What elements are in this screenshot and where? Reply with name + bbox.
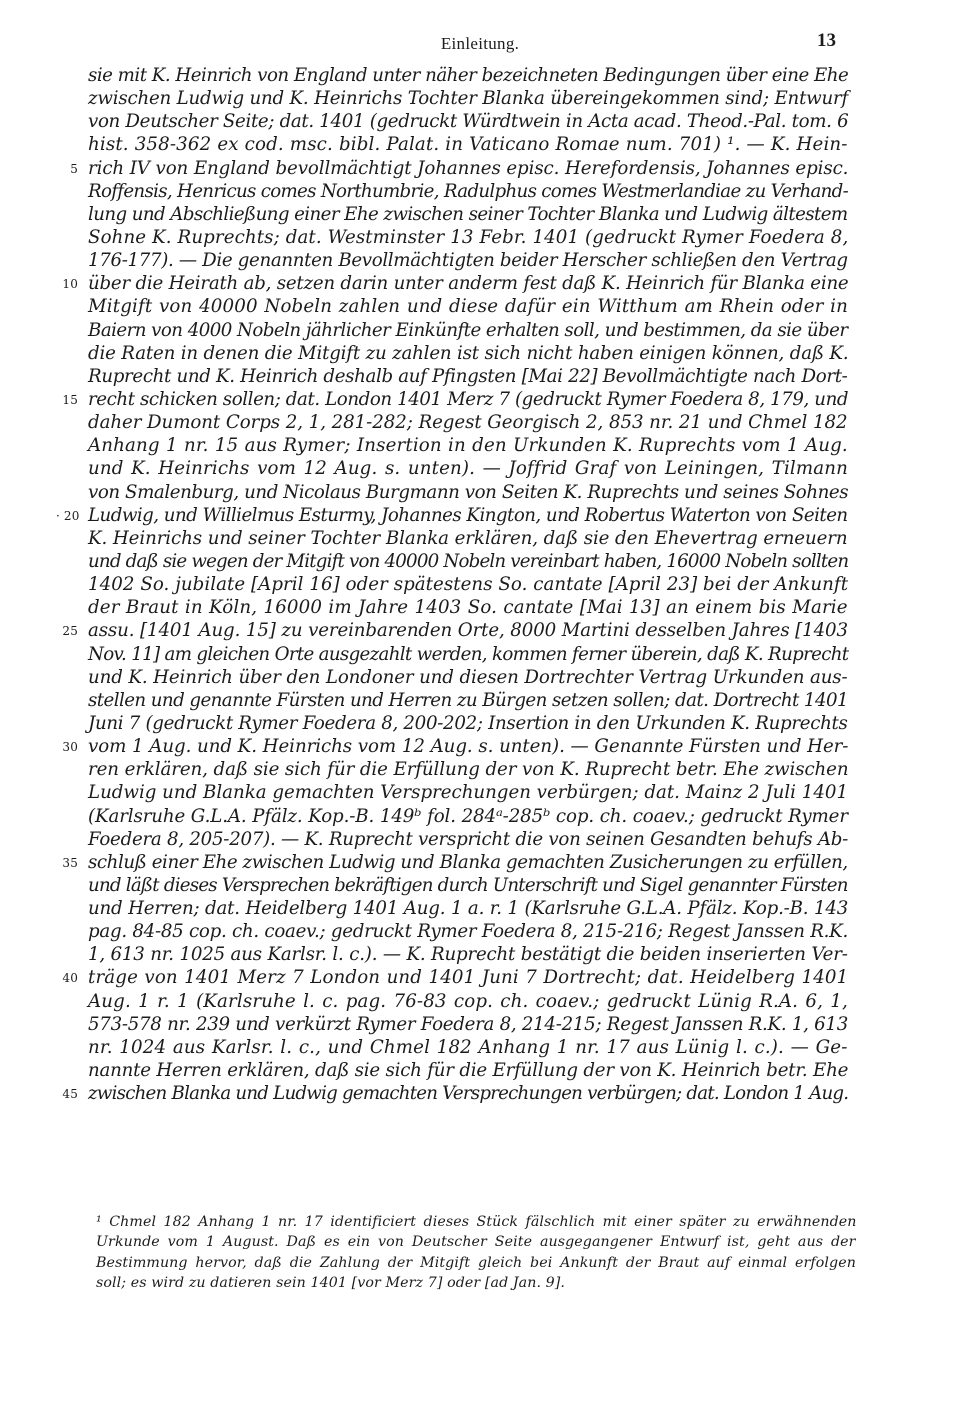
text-line: [88, 133, 848, 156]
line-text: von Deutscher Seite; dat. 1401 (gedruckt Würdtwein in Acta acad. Theod.-Pal. tom. 6: [88, 111, 849, 133]
line-text: träge von 1401 Merz 7 London und 1401 Juni 7 Dortrecht; dat. Heidelberg 1401: [88, 967, 849, 989]
line-text: sie mit K. Heinrich von England unter näher bezeichneten Bedingungen über eine Ehe: [88, 65, 849, 86]
line-number: 25: [62, 624, 78, 639]
line-text: 573-578 nr. 239 und verkürzt Rymer Foedera 8, 214-215; Regest Janssen R.K. 1, 613: [88, 1013, 849, 1035]
text-line: [88, 897, 848, 920]
line-text: Sohne K. Ruprechts; dat. Westminster 13 Febr. 1401 (gedruckt Rymer Foedera 8,: [88, 226, 849, 248]
line-text: die Raten in denen die Mitgift zu zahlen ist sich nicht haben einigen können, daß K.: [88, 342, 849, 364]
footnote-line: Urkunde vom 1 August. Daß es ein von Deutscher Seite ausgegangener Entwurf ist, geht aus der: [96, 1234, 856, 1251]
text-line: [88, 180, 848, 203]
text-line: [88, 319, 848, 342]
header-title: Einleitung.: [440, 34, 520, 53]
line-text: Ludwig und Blanka gemachten Versprechungen verbürgen; dat. Mainz 2 Juli 1401: [88, 782, 849, 804]
line-text: K. Heinrichs und seiner Tochter Blanka erklären, daß sie den Ehevertrag erneuern: [88, 527, 848, 549]
footnote-line: Bestimmung hervor, daß die Zahlung der Mitgift gleich bei Ankunft der Braut auf einmal erfolgen: [96, 1254, 856, 1271]
line-text: Ruprecht und K. Heinrich deshalb auf Pfingsten [Mai 22] Bevollmächtigte nach Dort-: [88, 365, 848, 387]
text-line: [62, 966, 849, 989]
line-text: nr. 1024 aus Karlsr. l. c., und Chmel 182 Anhang 1 nr. 17 aus Lünig l. c.). — Ge-: [88, 1036, 848, 1058]
page-number: 13: [817, 30, 836, 51]
text-line: [88, 596, 848, 619]
line-number: 35: [62, 855, 78, 870]
text-line: [88, 481, 848, 504]
line-number: 15: [62, 392, 78, 407]
text-line: [88, 87, 848, 110]
text-line: [62, 272, 849, 295]
line-number: · 20: [56, 508, 80, 523]
text-line: [88, 874, 848, 897]
line-text: ren erklären, daß sie sich für die Erfüllung der von K. Ruprecht betr. Ehe zwischen: [88, 759, 849, 781]
line-text: der Braut in Köln, 16000 im Jahre 1403 So. cantate [Mai 13] an einem bis Marie: [88, 597, 848, 619]
line-text: zwischen Blanka und Ludwig gemachten Versprechungen verbürgen; dat. London 1 Aug.: [88, 1083, 849, 1105]
text-line: [88, 457, 848, 480]
line-text: über die Heirath ab, setzen darin unter anderm fest daß K. Heinrich für Blanka eine: [88, 273, 849, 295]
line-text: Foedera 8, 205-207). — K. Ruprecht verspricht die von seinen Gesandten behufs Ab-: [88, 828, 849, 850]
footnote-line: soll; es wird zu datieren sein 1401 [vor Merz 7] oder [ad Jan. 9].: [96, 1274, 566, 1291]
text-line: [56, 504, 848, 527]
text-line: [88, 1013, 848, 1036]
line-number: 45: [62, 1087, 78, 1102]
text-line: [62, 619, 848, 642]
line-text: 176-177). — Die genannten Bevollmächtigten beider Herscher schließen den Vertrag: [88, 250, 848, 272]
line-number: 40: [62, 971, 78, 986]
text-line: [88, 64, 848, 87]
text-line: [88, 1036, 848, 1059]
line-text: stellen und genannte Fürsten und Herren zu Bürgen setzen sollen; dat. Dortrecht 1401: [88, 689, 848, 711]
line-text: und daß sie wegen der Mitgift von 40000 Nobeln vereinbart haben, 16000 Nobeln sollten: [88, 550, 849, 572]
text-line: [88, 527, 848, 550]
line-text: hist. 358-362 ex cod. msc. bibl. Palat. in Vaticano Romae num. 701) ¹. — K. Hein-: [88, 134, 848, 156]
line-text: zwischen Ludwig und K. Heinrichs Tochter Blanka übereingekommen sind; Entwurf: [88, 88, 849, 110]
text-line: [88, 295, 848, 318]
line-number: 5: [70, 161, 78, 176]
line-text: und K. Heinrich über den Londoner und diesen Dortrechter Vertrag Urkunden aus-: [88, 666, 848, 688]
line-text: Juni 7 (gedruckt Rymer Foedera 8, 200-202; Insertion in den Urkunden K. Ruprechts: [88, 712, 848, 734]
text-line: [88, 781, 848, 804]
text-line: [88, 689, 848, 712]
line-text: Baiern von 4000 Nobeln jährlicher Einkünfte erhalten soll, und bestimmen, da sie über: [88, 319, 848, 341]
text-line: [88, 550, 848, 573]
text-line: [88, 203, 848, 226]
line-text: pag. 84-85 cop. ch. coaev.; gedruckt Rymer Foedera 8, 215-216; Regest Janssen R.K.: [88, 921, 849, 943]
footnote-line: ¹ Chmel 182 Anhang 1 nr. 17 identificiert dieses Stück fälschlich mit einer später zu erwähnenden: [96, 1214, 857, 1230]
line-text: assu. [1401 Aug. 15] zu vereinbarenden Orte, 8000 Martini desselben Jahres [1403: [88, 620, 848, 642]
body-text: [56, 64, 849, 1105]
line-text: Ludwig, und Willielmus Esturmy, Johannes Kington, und Robertus Waterton von Seiten: [88, 504, 848, 526]
text-line: [88, 712, 848, 735]
line-text: (Karlsruhe G.L.A. Pfälz. Kop.-B. 149ᵇ fol. 284ᵃ-285ᵇ cop. ch. coaev.; gedruckt Rymer: [88, 805, 848, 827]
text-line: [88, 758, 848, 781]
text-line: [88, 249, 848, 272]
line-text: Anhang 1 nr. 15 aus Rymer; Insertion in den Urkunden K. Ruprechts vom 1 Aug.: [88, 435, 848, 457]
line-text: von Smalenburg, und Nicolaus Burgmann von Seiten K. Ruprechts und seines Sohnes: [88, 481, 849, 503]
text-line: [62, 851, 848, 874]
text-line: [88, 365, 848, 388]
line-text: Roffensis, Henricus comes Northumbrie, Radulphus comes Westmerlandiae zu Verhand-: [88, 180, 849, 202]
footnotes: [96, 1212, 856, 1293]
text-line: [88, 828, 848, 851]
text-line: [88, 110, 848, 133]
line-text: vom 1 Aug. und K. Heinrichs vom 12 Aug. s. unten). — Genannte Fürsten und Her-: [88, 736, 849, 758]
text-line: [88, 943, 848, 966]
text-line: [88, 342, 848, 365]
text-line: [88, 226, 848, 249]
running-head: [0, 30, 960, 60]
line-text: lung und Abschließung einer Ehe zwischen seiner Tochter Blanka und Ludwig ältestem: [88, 203, 848, 225]
text-line: [88, 573, 848, 596]
line-text: und Herren; dat. Heidelberg 1401 Aug. 1 a. r. 1 (Karlsruhe G.L.A. Pfälz. Kop.-B. 143: [88, 898, 849, 920]
line-text: Nov. 11] am gleichen Orte ausgezahlt werden, kommen ferner überein, daß K. Ruprecht: [88, 643, 849, 665]
line-text: nannte Herren erklären, daß sie sich für die Erfüllung der von K. Heinrich betr. Ehe: [88, 1060, 849, 1082]
text-line: [88, 434, 848, 457]
line-text: 1, 613 nr. 1025 aus Karlsr. l. c.). — K. Ruprecht bestätigt die beiden inserierten Ver-: [88, 944, 848, 966]
line-text: und läßt dieses Versprechen bekräftigen durch Unterschrift und Sigel genannter Fürsten: [88, 874, 848, 896]
line-text: und K. Heinrichs vom 12 Aug. s. unten). — Joffrid Graf von Leiningen, Tilmann: [88, 458, 848, 480]
line-text: recht schicken sollen; dat. London 1401 Merz 7 (gedruckt Rymer Foedera 8, 179, und: [88, 388, 849, 410]
line-text: 1402 So. jubilate [April 16] oder spätestens So. cantate [April 23] bei der Ankunft: [88, 574, 849, 596]
text-line: [88, 920, 848, 943]
text-line: [88, 411, 848, 434]
text-line: [62, 388, 849, 411]
text-line: [70, 157, 849, 180]
line-text: Aug. 1 r. 1 (Karlsruhe l. c. pag. 76-83 cop. ch. coaev.; gedruckt Lünig R.A. 6, 1,: [88, 990, 848, 1012]
text-line: [88, 643, 848, 666]
text-line: [88, 990, 848, 1013]
text-line: [88, 666, 848, 689]
line-number: 10: [62, 277, 78, 292]
line-number: 30: [62, 740, 78, 755]
line-text: rich IV von England bevollmächtigt Johannes episc. Herefordensis, Johannes episc.: [88, 157, 849, 179]
text-line: [88, 1059, 848, 1082]
line-text: schluß einer Ehe zwischen Ludwig und Blanka gemachten Zusicherungen zu erfüllen,: [88, 851, 848, 873]
text-line: [62, 735, 849, 758]
text-line: [62, 1082, 849, 1105]
text-line: [88, 805, 848, 828]
line-text: daher Dumont Corps 2, 1, 281-282; Regest Georgisch 2, 853 nr. 21 und Chmel 182: [88, 412, 848, 434]
line-text: Mitgift von 40000 Nobeln zahlen und diese dafür ein Witthum am Rhein oder in: [88, 296, 848, 318]
